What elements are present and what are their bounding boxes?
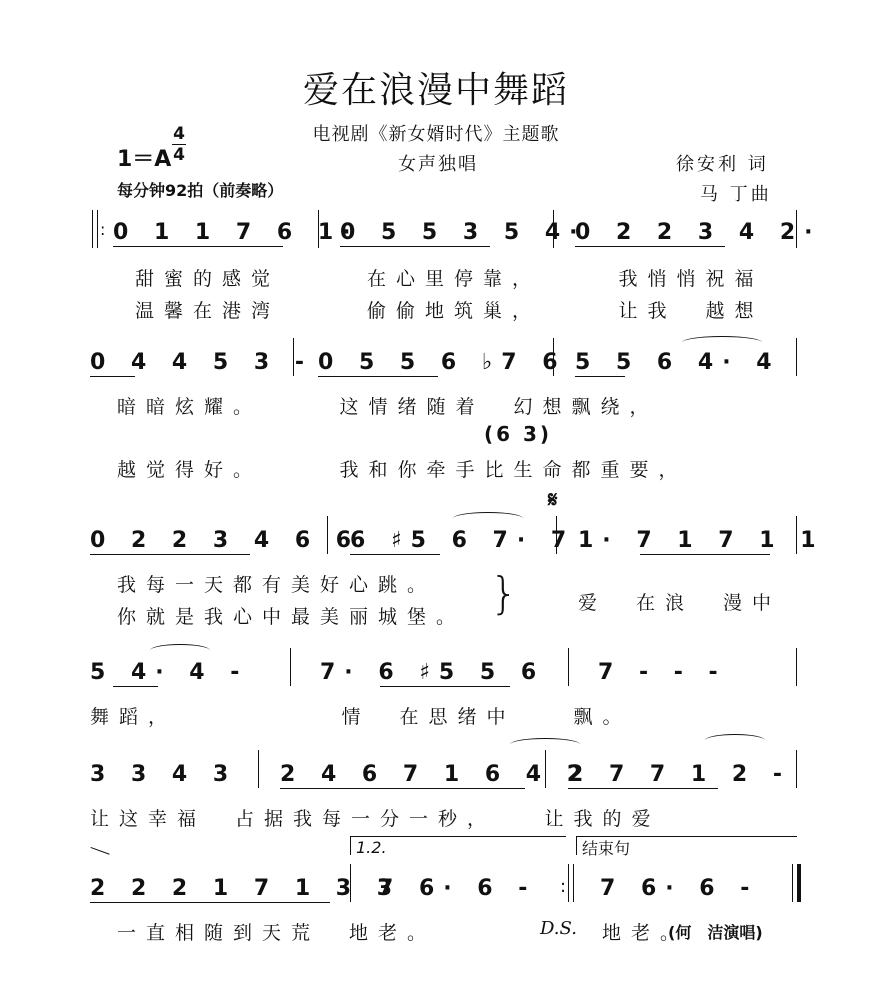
tie-slur [510,738,580,751]
tempo-marking: 每分钟92拍（前奏略） [117,181,284,200]
row1-measure3: 0 2 2 3 4 2· [575,220,822,245]
row6-measure3: 7 6· 6 - [600,876,759,901]
segno-sign: 𝄋 [548,488,558,513]
song-title: 爱在浪漫中舞蹈 [302,70,569,111]
row3-measure1: 0 2 2 3 4 6 6 [90,528,361,553]
beam-underline [350,554,440,555]
row4-measure3: 7 - - - [598,660,727,685]
beam-underline [90,554,250,555]
row1-measure2: 0 5 5 3 5 4· [340,220,587,245]
row2-measure1: 0 4 4 5 3 - [90,350,313,375]
final-barline-thin [792,864,793,902]
beam-underline [575,246,725,247]
barline [318,210,319,248]
barline [258,750,259,788]
row4-measure2: 7· 6 ♯5 5 6 [320,660,546,685]
tie-slur [86,847,109,866]
row1-lyric-verse1: 甜蜜的感觉 在心里停靠， 我悄悄祝福 [135,268,764,290]
beam-underline [280,788,525,789]
beam-underline [113,686,158,687]
time-signature [172,124,186,165]
tie-slur [682,336,762,349]
tie-slur [150,644,210,657]
barline [556,516,557,554]
beam-underline [340,246,490,247]
volta-2-label: 结束句 [582,839,631,858]
row2-measure2: 0 5 5 6 ♭7 6 [318,350,567,375]
row5-measure3: 2 7 7 1 2 - [568,762,791,787]
lyricist-credit: 徐安利 词 [676,154,769,175]
barline [553,338,554,376]
row4-measure1: 5 4· 4 - [90,660,249,685]
beam-underline [90,376,135,377]
dal-segno-marking: D.S. [540,918,577,939]
composer-credit: 马 丁曲 [700,184,772,205]
key-signature: 1＝A [117,147,172,172]
barline [293,338,294,376]
row3-lyric-refrain: 爱 在浪 漫中 [578,592,782,614]
beam-underline [568,788,718,789]
row1-measure1: 0 1 1 7 6 1· [113,220,360,245]
row2-lyric-verse1: 暗暗炫耀。 这情绪随着 幻想飘绕， [117,396,659,418]
beam-underline [380,686,510,687]
barline [796,648,797,686]
row4-lyric: 舞蹈， 情 在思绪中 飘。 [90,706,632,728]
beam-underline [113,246,283,247]
barline [327,516,328,554]
beam-underline [575,376,625,377]
row2-lyric-verse2: 越觉得好。 我和你牵手比生命都重要， [117,459,688,481]
repeat-start-barline [92,210,93,248]
singer-credit: (何 洁演唱) [668,923,763,942]
song-subtitle: 电视剧《新女婿时代》主题歌 [312,124,560,145]
row3-lyric-verse2: 你就是我心中最美丽城堡。 [117,606,466,628]
beam-underline [90,902,330,903]
barline [350,864,351,902]
row1-lyric-verse2: 温馨在港湾 偷偷地筑巢， 让我 越想 [135,300,764,322]
tie-slur [453,512,523,525]
time-signature-top: 4 [173,124,185,144]
volta-1-label: 1.2. [356,838,387,857]
ending-lyric: 地老。 [602,922,690,944]
barline [796,338,797,376]
row3-measure3: 1· 7 1 7 1 1 [578,528,825,553]
row6-measure2: 7 6· 6 - [378,876,537,901]
repeat-end-dots: : [560,876,567,897]
row3-measure2: 6 ♯5 6 7· 7 [350,528,576,553]
alternate-notes-annotation: (6 3) [484,422,553,446]
row5-lyric: 让这幸福 占据我每一分一秒， 让我的爱 [90,808,661,830]
row6-lyric: 一直相随到天荒 地老。 [117,922,437,944]
beam-underline [640,554,770,555]
row2-measure3: 5 5 6 4· 4 [575,350,781,375]
row5-measure2: 2 4 6 7 1 6 4 2 [280,762,592,787]
barline [545,750,546,788]
repeat-end-barline-thin [573,864,574,902]
tie-slur [705,734,765,747]
row5-measure1: 3 3 4 3 [90,762,238,787]
performance-type: 女声独唱 [398,154,478,175]
verse-brace: } [490,568,518,619]
barline [796,516,797,554]
time-signature-bottom: 4 [173,145,185,165]
repeat-end-barline [568,864,569,902]
beam-underline [318,376,438,377]
barline [568,648,569,686]
repeat-dots: : [100,220,106,239]
barline [553,210,554,248]
barline [796,210,797,248]
barline [290,648,291,686]
barline [796,750,797,788]
repeat-start-barline-thin [97,210,98,248]
row3-lyric-verse1: 我每一天都有美好心跳。 [117,574,437,596]
final-barline-thick [797,864,801,902]
row6-measure1: 2 2 2 1 7 1 3 3 [90,876,402,901]
